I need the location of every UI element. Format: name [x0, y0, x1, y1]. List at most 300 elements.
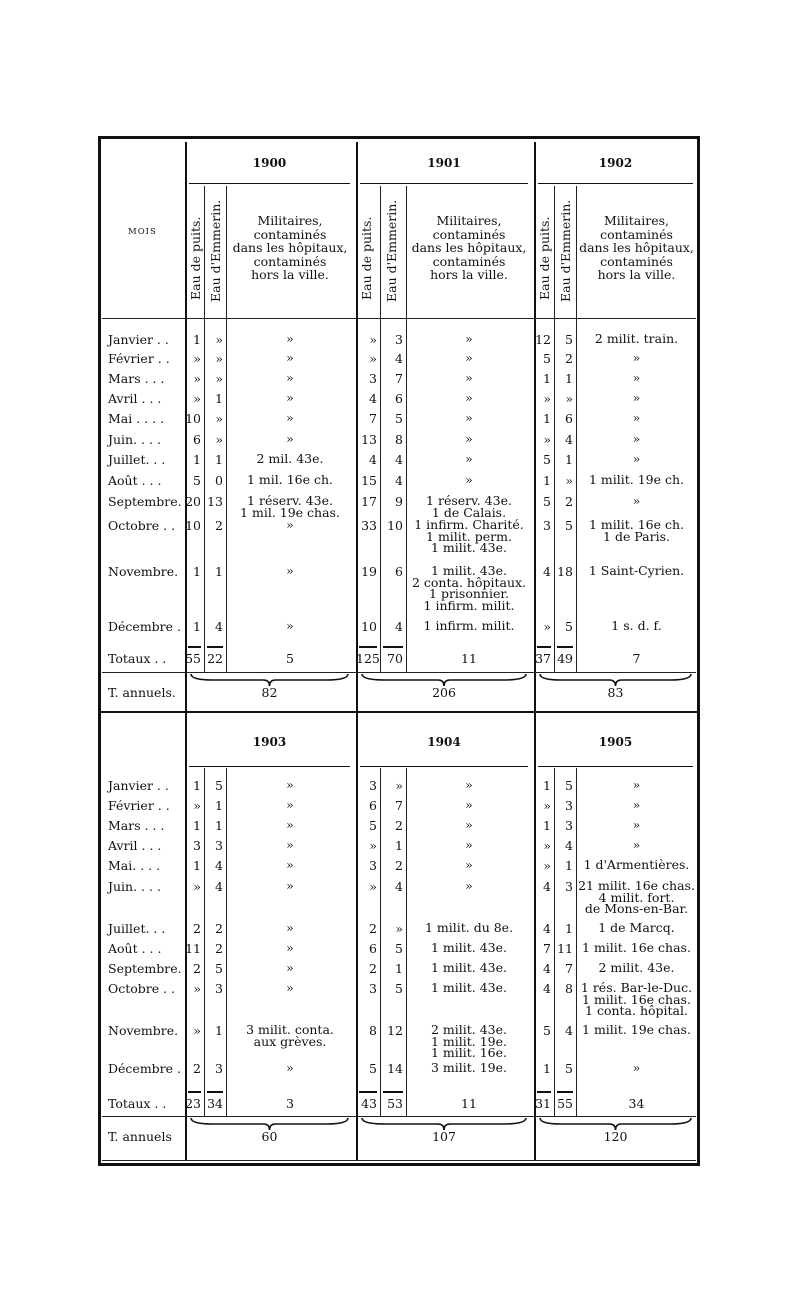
eau-emmerin-value: 4 [395, 619, 403, 634]
eau-puits-value: 4 [543, 981, 551, 996]
eau-puits-value: 20 [185, 494, 201, 509]
eau-puits-value: » [543, 432, 551, 447]
militaires-value: » [286, 1060, 294, 1075]
eau-emmerin-value: 7 [395, 371, 403, 386]
eau-emmerin-value: 5 [395, 941, 403, 956]
militaires-value: 2 milit. train. [594, 331, 679, 346]
eau-puits-value: 1 [543, 1061, 551, 1076]
militaires-value: » [632, 493, 641, 508]
totaux-label: Totaux . . [108, 651, 167, 666]
eau-emmerin-value: 1 [395, 838, 403, 853]
militaires-value: 3 milit. 19e. [430, 1060, 508, 1075]
eau-emmerin-value: 6 [395, 564, 403, 579]
eau-puits-value: 1 [543, 371, 551, 386]
eau-puits-value: » [193, 391, 201, 406]
militaires-value: » [286, 370, 294, 385]
eau-puits-value: 5 [193, 473, 201, 488]
militaires-value: » [465, 410, 473, 425]
militaires-value: 1 milit. 43e. [430, 980, 508, 995]
eau-emmerin-header: Eau d'Emmerin. [384, 199, 399, 302]
eau-puits-value: 2 [369, 961, 377, 976]
eau-emmerin-value: 3 [565, 879, 573, 894]
militaires-value: 1 milit. 43e. 2 conta. hôpitaux. 1 prisonnier. 1 infirm. milit. [411, 563, 527, 613]
militaires-value: 1 mil. 16e ch. [246, 472, 334, 487]
eau-emmerin-value: 1 [215, 452, 223, 467]
total-dash [359, 646, 377, 648]
militaires-header-line: contaminés [253, 253, 327, 269]
militaires-header-line: hors la ville. [597, 267, 676, 282]
eau-emmerin-value: 2 [565, 494, 573, 509]
eau-puits-value: 4 [543, 921, 551, 936]
eau-emmerin-value: » [215, 332, 223, 347]
eau-emmerin-value: 4 [215, 619, 223, 634]
eau-puits-value: 10 [361, 619, 377, 634]
annual-total: 206 [432, 685, 456, 700]
month-label: Janvier . . [108, 778, 169, 793]
eau-puits-value: 3 [193, 838, 201, 853]
eau-puits-value: » [369, 351, 377, 366]
eau-puits-value: 1 [193, 332, 201, 347]
total-militaires: 7 [632, 651, 641, 666]
eau-puits-value: 1 [543, 473, 551, 488]
month-label: Août . . . [108, 941, 162, 956]
eau-puits-value: » [543, 391, 551, 406]
eau-emmerin-value: 3 [565, 798, 573, 813]
total-puits: 55 [185, 651, 201, 666]
eau-emmerin-value: 2 [395, 818, 403, 833]
eau-emmerin-value: 0 [215, 473, 223, 488]
eau-puits-value: 8 [369, 1023, 377, 1038]
block-separator [98, 711, 700, 713]
eau-puits-value: 1 [193, 818, 201, 833]
eau-emmerin-value: 8 [395, 432, 403, 447]
militaires-value: » [465, 390, 473, 405]
eau-puits-value: 10 [185, 411, 201, 426]
eau-puits-value: 2 [193, 1061, 201, 1076]
militaires-value: » [286, 797, 294, 812]
eau-emmerin-value: 14 [387, 1061, 403, 1076]
militaires-value: » [632, 797, 641, 812]
militaires-value: » [465, 777, 473, 792]
total-militaires: 11 [461, 651, 477, 666]
total-puits: 37 [535, 651, 551, 666]
eau-emmerin-value: 1 [565, 452, 573, 467]
militaires-value: » [286, 331, 294, 346]
total-emmerin: 49 [557, 651, 573, 666]
eau-emmerin-value: 7 [565, 961, 573, 976]
annual-total: 107 [432, 1129, 456, 1144]
militaires-value: 1 Saint-Cyrien. [588, 563, 685, 578]
eau-puits-value: 7 [543, 941, 551, 956]
militaires-value: » [286, 837, 294, 852]
militaires-value: » [465, 472, 473, 487]
column-divider [554, 186, 555, 672]
eau-emmerin-value: 18 [557, 564, 573, 579]
eau-puits-value: 4 [369, 452, 377, 467]
year-header: 1901 [427, 156, 461, 170]
year-header: 1905 [598, 735, 633, 749]
militaires-value: » [632, 410, 641, 425]
eau-puits-value: » [369, 332, 377, 347]
total-puits: 43 [361, 1096, 377, 1111]
militaires-value: » [465, 837, 473, 852]
eau-emmerin-value: 4 [215, 879, 223, 894]
total-emmerin: 53 [387, 1096, 403, 1111]
eau-puits-value: 5 [369, 1061, 377, 1076]
eau-puits-value: » [193, 798, 201, 813]
total-emmerin: 70 [387, 651, 403, 666]
eau-emmerin-value: 1 [395, 961, 403, 976]
month-label: Septembre. [108, 961, 182, 976]
eau-emmerin-value: » [215, 432, 223, 447]
eau-emmerin-value: 5 [395, 411, 403, 426]
total-dash [207, 646, 223, 648]
eau-emmerin-value: 3 [215, 981, 223, 996]
eau-emmerin-value: » [215, 351, 223, 366]
eau-puits-value: 5 [543, 351, 551, 366]
eau-puits-value: 2 [369, 921, 377, 936]
militaires-header [576, 214, 697, 282]
eau-emmerin-value: 2 [395, 858, 403, 873]
militaires-value: » [465, 331, 473, 346]
eau-emmerin-value: 3 [395, 332, 403, 347]
eau-emmerin-value: 9 [395, 494, 403, 509]
militaires-header-line: hors la ville. [251, 267, 329, 282]
militaires-value: » [286, 517, 294, 532]
month-label: Juin. . . . [108, 432, 161, 447]
month-label: Octobre . . [108, 518, 176, 533]
militaires-value: » [465, 431, 473, 446]
militaires-value: » [286, 980, 294, 995]
eau-emmerin-value: 1 [215, 564, 223, 579]
eau-puits-value: 5 [543, 494, 551, 509]
month-label: Novembre. [108, 564, 179, 579]
total-dash [188, 1091, 201, 1093]
militaires-header [406, 214, 532, 282]
eau-emmerin-value: 5 [215, 778, 223, 793]
eau-puits-value: » [193, 351, 201, 366]
eau-puits-value: 1 [193, 778, 201, 793]
militaires-value: 21 milit. 16e chas. 4 milit. fort. de Mons-en-Bar. [578, 878, 695, 916]
eau-emmerin-value: 2 [215, 941, 223, 956]
eau-de-puits-header: Eau de puits. [188, 216, 203, 300]
militaires-value: 1 milit. 16e chas. [582, 940, 691, 955]
month-label: Octobre . . [108, 981, 176, 996]
militaires-header-line: contaminés [432, 253, 506, 269]
eau-puits-value: 5 [543, 1023, 551, 1038]
eau-emmerin-value: 5 [565, 518, 573, 533]
militaires-header-line: Militaires, [257, 213, 323, 228]
month-label: Février . . [108, 798, 170, 813]
year-underline [538, 766, 693, 767]
total-dash [557, 646, 573, 648]
total-emmerin: 55 [557, 1096, 573, 1111]
eau-emmerin-value: 3 [215, 838, 223, 853]
militaires-value: » [632, 777, 641, 792]
eau-puits-value: 1 [543, 778, 551, 793]
month-label: Décembre . [108, 619, 181, 634]
total-emmerin: 34 [207, 1096, 223, 1111]
militaires-value: » [465, 817, 473, 832]
militaires-value: » [632, 431, 641, 446]
eau-puits-value: » [369, 879, 377, 894]
month-label: Mars . . . [108, 818, 165, 833]
year-header: 1904 [427, 735, 461, 749]
eau-puits-value: 3 [369, 981, 377, 996]
month-label: Mars . . . [108, 371, 165, 386]
eau-puits-value: 5 [369, 818, 377, 833]
militaires-header-line: contaminés [600, 253, 673, 269]
eau-puits-value: 5 [543, 452, 551, 467]
militaires-value: » [465, 370, 473, 385]
eau-emmerin-value: 1 [215, 1023, 223, 1038]
militaires-value: » [632, 451, 641, 466]
eau-emmerin-value: 8 [565, 981, 573, 996]
annuels-label: T. annuels. [108, 685, 176, 700]
militaires-value: 1 milit. 16e ch. 1 de Paris. [588, 517, 685, 544]
militaires-value: 1 d'Armentières. [583, 857, 690, 872]
militaires-value: » [632, 350, 641, 365]
eau-emmerin-value: 5 [565, 778, 573, 793]
total-militaires: 11 [461, 1096, 477, 1111]
eau-emmerin-value: 3 [215, 1061, 223, 1076]
eau-puits-value: 4 [543, 961, 551, 976]
month-label: Juin. . . . [108, 879, 161, 894]
total-militaires: 5 [286, 651, 294, 666]
eau-puits-value: » [543, 798, 551, 813]
militaires-value: 2 milit. 43e. 1 milit. 19e. 1 milit. 16e. [430, 1022, 508, 1060]
eau-emmerin-value: 4 [395, 351, 403, 366]
eau-emmerin-value: 4 [565, 838, 573, 853]
militaires-header-line: contaminés [600, 226, 673, 242]
eau-puits-value: 1 [543, 818, 551, 833]
militaires-value: 1 de Marcq. [598, 920, 675, 935]
eau-puits-value: 3 [369, 858, 377, 873]
column-divider [380, 186, 381, 672]
total-emmerin: 22 [207, 651, 223, 666]
eau-emmerin-value: 1 [565, 371, 573, 386]
month-label: Mai. . . . [108, 858, 161, 873]
total-dash [188, 646, 201, 648]
eau-puits-value: 13 [361, 432, 377, 447]
eau-emmerin-value: 1 [215, 818, 223, 833]
eau-emmerin-value: 2 [565, 351, 573, 366]
militaires-header-line: dans les hôpitaux, [411, 240, 527, 255]
eau-puits-value: » [369, 838, 377, 853]
annual-total: 120 [603, 1129, 628, 1144]
eau-de-puits-header: Eau de puits. [359, 216, 374, 300]
bottom-rule [102, 1160, 696, 1161]
month-label: Août . . . [108, 473, 162, 488]
eau-emmerin-header: Eau d'Emmerin. [558, 199, 573, 302]
eau-puits-value: 1 [193, 619, 201, 634]
mois-header: MOIS [128, 227, 157, 237]
eau-de-puits-header: Eau de puits. [537, 216, 552, 300]
annual-total: 60 [261, 1129, 278, 1144]
eau-puits-value: 2 [193, 961, 201, 976]
eau-puits-value: 3 [543, 518, 551, 533]
eau-puits-value: 17 [361, 494, 377, 509]
militaires-value: » [465, 878, 473, 893]
eau-emmerin-value: 1 [215, 798, 223, 813]
total-puits: 31 [535, 1096, 551, 1111]
eau-emmerin-value: » [565, 391, 573, 406]
eau-puits-value: 10 [185, 518, 201, 533]
month-label: Février . . [108, 351, 170, 366]
total-dash [557, 1091, 573, 1093]
eau-emmerin-value: » [565, 473, 573, 488]
eau-puits-value: 1 [193, 564, 201, 579]
month-label: Mai . . . . [108, 411, 165, 426]
militaires-value: » [465, 350, 473, 365]
eau-emmerin-value: 11 [557, 941, 573, 956]
militaires-value: 2 milit. 43e. [598, 960, 675, 975]
total-dash [383, 646, 403, 648]
militaires-header [226, 214, 354, 282]
eau-puits-value: 1 [543, 411, 551, 426]
annual-total: 83 [607, 685, 624, 700]
militaires-value: 3 milit. conta. aux grèves. [246, 1022, 334, 1049]
month-label: Juillet. . . [108, 452, 166, 467]
militaires-value: 1 milit. du 8e. [424, 920, 514, 935]
year-underline [360, 183, 528, 184]
eau-puits-value: 6 [369, 798, 377, 813]
eau-puits-value: » [193, 879, 201, 894]
eau-emmerin-value: 5 [565, 1061, 573, 1076]
month-label: Avril . . . [108, 838, 162, 853]
eau-puits-value: 4 [543, 564, 551, 579]
total-dash [207, 1091, 223, 1093]
militaires-value: » [632, 817, 641, 832]
eau-puits-value: » [193, 1023, 201, 1038]
eau-emmerin-value: 7 [395, 798, 403, 813]
militaires-header-line: Militaires, [603, 213, 670, 228]
militaires-value: » [286, 350, 294, 365]
militaires-value: 1 milit. 43e. [430, 960, 508, 975]
militaires-value: » [632, 390, 641, 405]
eau-emmerin-value: 13 [207, 494, 223, 509]
eau-emmerin-value: 4 [395, 879, 403, 894]
eau-emmerin-value: » [395, 778, 403, 793]
militaires-value: » [286, 817, 294, 832]
year-underline [189, 183, 350, 184]
year-header: 1900 [252, 156, 287, 170]
militaires-header-line: dans les hôpitaux, [579, 240, 694, 255]
eau-puits-value: 12 [535, 332, 551, 347]
annual-total: 82 [261, 685, 278, 700]
eau-emmerin-value: 12 [387, 1023, 403, 1038]
column-divider [204, 186, 205, 672]
eau-emmerin-value: » [215, 371, 223, 386]
eau-emmerin-value: 1 [565, 921, 573, 936]
eau-emmerin-value: 4 [395, 473, 403, 488]
eau-emmerin-header: Eau d'Emmerin. [208, 199, 223, 302]
year-header: 1903 [252, 735, 287, 749]
militaires-value: 1 milit. 19e ch. [588, 472, 685, 487]
militaires-value: » [286, 390, 294, 405]
eau-puits-value: 7 [369, 411, 377, 426]
militaires-value: 2 mil. 43e. [256, 451, 324, 466]
eau-puits-value: 6 [193, 432, 201, 447]
annuels-label: T. annuels [108, 1129, 172, 1144]
militaires-header-line: contaminés [253, 226, 327, 242]
month-label: Novembre. [108, 1023, 179, 1038]
eau-puits-value: » [543, 858, 551, 873]
year-underline [360, 766, 528, 767]
eau-puits-value: » [193, 371, 201, 386]
militaires-value: » [286, 920, 294, 935]
totaux-label: Totaux . . [108, 1096, 167, 1111]
total-dash [383, 1091, 403, 1093]
eau-emmerin-value: 4 [215, 858, 223, 873]
month-label: Septembre. [108, 494, 182, 509]
militaires-value: 1 s. d. f. [611, 618, 662, 633]
militaires-value: » [286, 618, 294, 633]
eau-emmerin-value: 4 [565, 1023, 573, 1038]
militaires-value: 1 réserv. 43e. 1 mil. 19e chas. [240, 493, 340, 520]
militaires-value: » [286, 857, 294, 872]
eau-puits-value: 33 [361, 518, 377, 533]
eau-puits-value: 4 [543, 879, 551, 894]
eau-puits-value: » [543, 838, 551, 853]
month-label: Avril . . . [108, 391, 162, 406]
eau-puits-value: » [543, 619, 551, 634]
eau-puits-value: 11 [185, 941, 201, 956]
militaires-value: 1 rés. Bar-le-Duc. 1 milit. 16e chas. 1 conta. hôpital. [580, 980, 693, 1018]
militaires-value: 1 milit. 19e chas. [582, 1022, 691, 1037]
eau-emmerin-value: 6 [395, 391, 403, 406]
month-label: Janvier . . [108, 332, 169, 347]
eau-emmerin-value: 10 [387, 518, 403, 533]
eau-emmerin-value: » [395, 921, 403, 936]
militaires-value: » [465, 857, 473, 872]
eau-emmerin-value: 5 [565, 619, 573, 634]
militaires-value: » [286, 960, 294, 975]
total-militaires: 3 [286, 1096, 294, 1111]
eau-emmerin-value: 2 [215, 921, 223, 936]
eau-emmerin-value: 4 [395, 452, 403, 467]
militaires-value: » [286, 431, 294, 446]
eau-puits-value: 3 [369, 371, 377, 386]
eau-emmerin-value: 4 [565, 432, 573, 447]
militaires-value: » [286, 777, 294, 792]
header-rule [102, 318, 696, 319]
militaires-value: » [632, 837, 641, 852]
militaires-value: » [286, 563, 294, 578]
eau-puits-value: 6 [369, 941, 377, 956]
total-dash [537, 646, 551, 648]
militaires-value: » [632, 1060, 641, 1075]
eau-emmerin-value: 2 [215, 518, 223, 533]
eau-emmerin-value: » [215, 411, 223, 426]
eau-puits-value: 4 [369, 391, 377, 406]
year-header: 1902 [598, 156, 633, 170]
total-puits: 125 [356, 651, 380, 666]
eau-puits-value: 1 [193, 452, 201, 467]
militaires-value: » [465, 451, 473, 466]
militaires-header-line: Militaires, [436, 213, 502, 228]
militaires-value: » [286, 940, 294, 955]
year-underline [189, 766, 350, 767]
eau-emmerin-value: 3 [565, 818, 573, 833]
month-label: Décembre . [108, 1061, 181, 1076]
militaires-value: » [632, 370, 641, 385]
total-militaires: 34 [628, 1096, 645, 1111]
eau-puits-value: 1 [193, 858, 201, 873]
militaires-value: 1 infirm. Charité. 1 milit. perm. 1 milit. 43e. [414, 517, 524, 555]
eau-emmerin-value: 1 [565, 858, 573, 873]
month-label: Juillet. . . [108, 921, 166, 936]
